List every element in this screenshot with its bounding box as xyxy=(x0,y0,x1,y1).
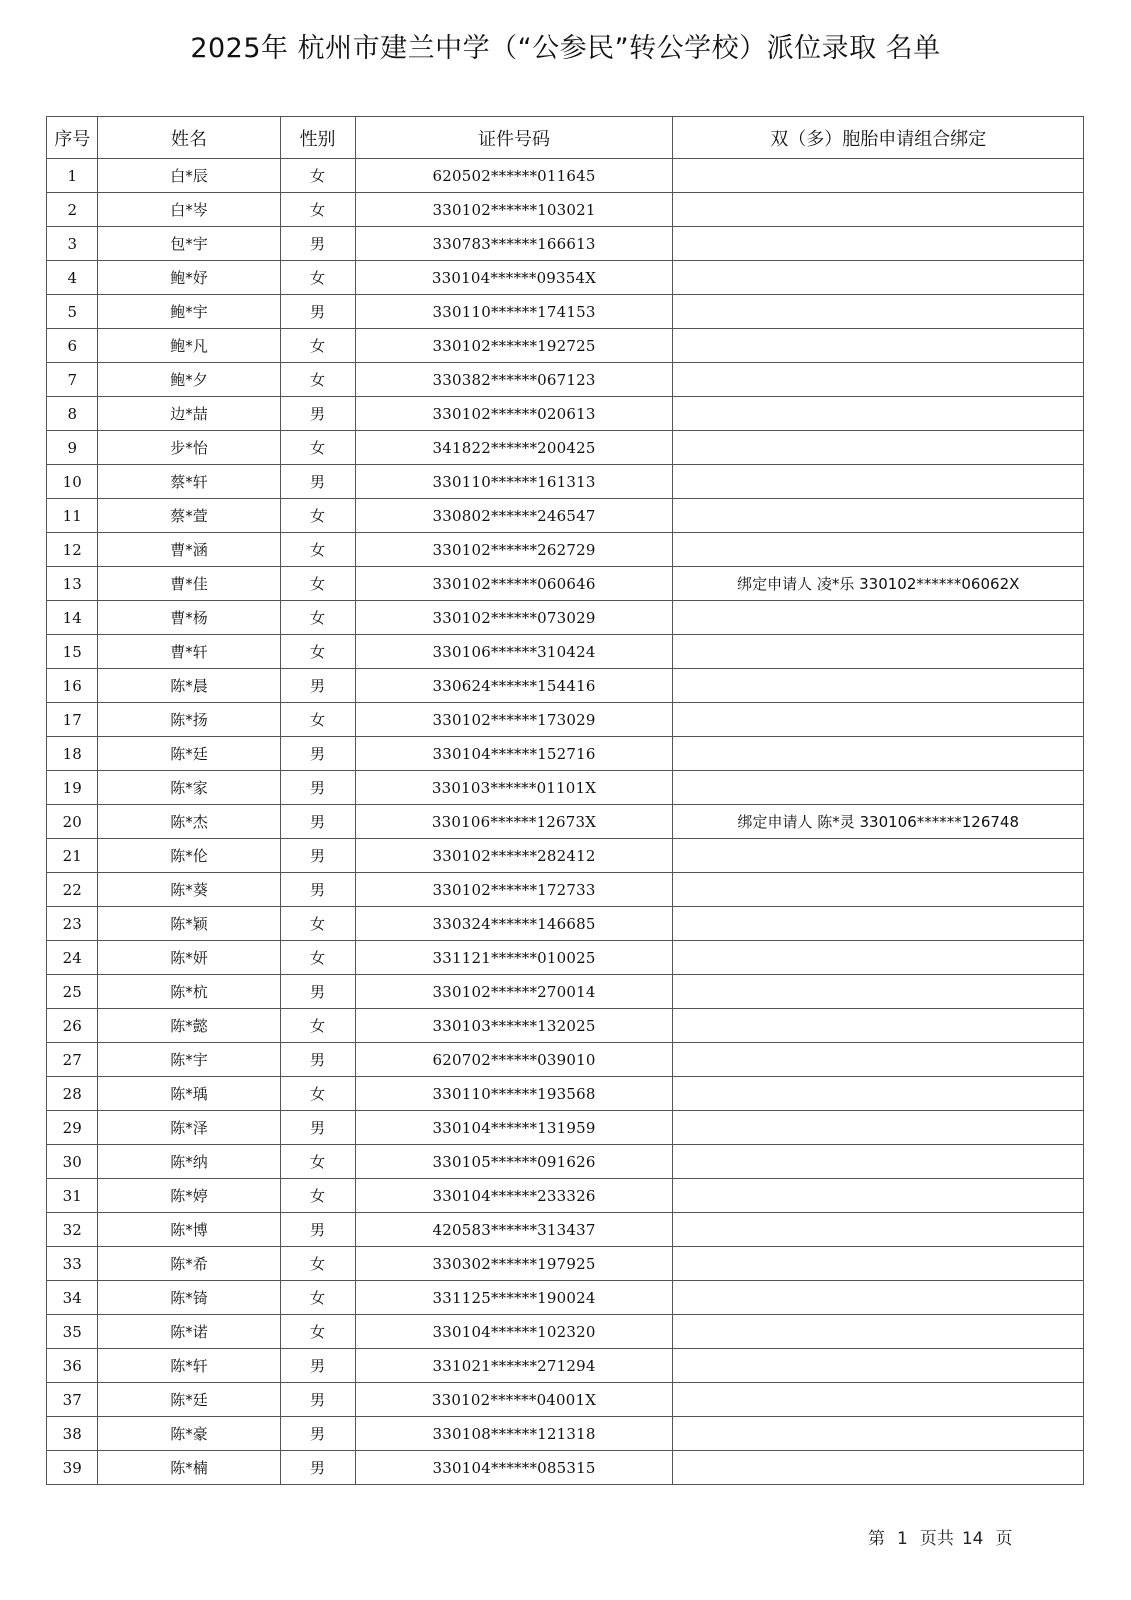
cell-serial: 27 xyxy=(47,1043,98,1077)
cell-twin-binding xyxy=(673,1281,1084,1315)
cell-id-number: 330102******192725 xyxy=(355,329,673,363)
cell-id-number: 330102******103021 xyxy=(355,193,673,227)
cell-twin-binding xyxy=(673,941,1084,975)
cell-id-number: 331125******190024 xyxy=(355,1281,673,1315)
footer-middle: 页共 xyxy=(919,1529,954,1549)
cell-twin-binding xyxy=(673,1145,1084,1179)
cell-gender: 男 xyxy=(280,1111,355,1145)
cell-serial: 28 xyxy=(47,1077,98,1111)
cell-gender: 男 xyxy=(280,1349,355,1383)
cell-name: 陈*杭 xyxy=(98,975,280,1009)
table-row xyxy=(47,1281,1084,1315)
cell-gender: 女 xyxy=(280,363,355,397)
cell-twin-binding xyxy=(673,771,1084,805)
cell-serial: 24 xyxy=(47,941,98,975)
table-row xyxy=(47,805,1084,839)
table-row xyxy=(47,397,1084,431)
cell-twin-binding xyxy=(673,1213,1084,1247)
cell-twin-binding xyxy=(673,499,1084,533)
cell-id-number: 330102******04001X xyxy=(355,1383,673,1417)
table-row xyxy=(47,431,1084,465)
cell-name: 陈*扬 xyxy=(98,703,280,737)
cell-serial: 19 xyxy=(47,771,98,805)
cell-id-number: 330104******233326 xyxy=(355,1179,673,1213)
cell-id-number: 620502******011645 xyxy=(355,159,673,193)
cell-id-number: 330102******060646 xyxy=(355,567,673,601)
cell-serial: 26 xyxy=(47,1009,98,1043)
cell-id-number: 330104******152716 xyxy=(355,737,673,771)
cell-name: 陈*晨 xyxy=(98,669,280,703)
cell-id-number: 330104******131959 xyxy=(355,1111,673,1145)
cell-name: 陈*纳 xyxy=(98,1145,280,1179)
cell-serial: 22 xyxy=(47,873,98,907)
cell-serial: 3 xyxy=(47,227,98,261)
cell-id-number: 330110******193568 xyxy=(355,1077,673,1111)
cell-serial: 8 xyxy=(47,397,98,431)
cell-name: 陈*锜 xyxy=(98,1281,280,1315)
cell-gender: 女 xyxy=(280,1077,355,1111)
cell-id-number: 330106******12673X xyxy=(355,805,673,839)
cell-serial: 4 xyxy=(47,261,98,295)
cell-gender: 男 xyxy=(280,1043,355,1077)
cell-twin-binding xyxy=(673,1179,1084,1213)
cell-name: 陈*宇 xyxy=(98,1043,280,1077)
cell-gender: 女 xyxy=(280,567,355,601)
cell-twin-binding xyxy=(673,669,1084,703)
cell-gender: 女 xyxy=(280,635,355,669)
cell-twin-binding xyxy=(673,907,1084,941)
cell-gender: 男 xyxy=(280,873,355,907)
table-row xyxy=(47,363,1084,397)
footer-page-number: 1 xyxy=(897,1529,908,1549)
cell-serial: 20 xyxy=(47,805,98,839)
cell-id-number: 331021******271294 xyxy=(355,1349,673,1383)
cell-serial: 38 xyxy=(47,1417,98,1451)
table-row xyxy=(47,1145,1084,1179)
cell-gender: 男 xyxy=(280,465,355,499)
cell-twin-binding xyxy=(673,1349,1084,1383)
cell-twin-binding xyxy=(673,159,1084,193)
cell-twin-binding xyxy=(673,1077,1084,1111)
cell-twin-binding xyxy=(673,601,1084,635)
cell-id-number: 330324******146685 xyxy=(355,907,673,941)
table-row xyxy=(47,975,1084,1009)
cell-name: 鲍*凡 xyxy=(98,329,280,363)
cell-name: 曹*杨 xyxy=(98,601,280,635)
cell-id-number: 330624******154416 xyxy=(355,669,673,703)
cell-gender: 女 xyxy=(280,703,355,737)
cell-name: 步*怡 xyxy=(98,431,280,465)
cell-id-number: 330104******085315 xyxy=(355,1451,673,1485)
document-title: 2025年 杭州市建兰中学（“公参民”转公学校）派位录取 名单 xyxy=(190,33,941,64)
table-row xyxy=(47,1213,1084,1247)
cell-gender: 女 xyxy=(280,193,355,227)
cell-id-number: 330783******166613 xyxy=(355,227,673,261)
cell-name: 鲍*宇 xyxy=(98,295,280,329)
cell-name: 陈*廷 xyxy=(98,737,280,771)
cell-serial: 15 xyxy=(47,635,98,669)
cell-gender: 男 xyxy=(280,737,355,771)
cell-id-number: 331121******010025 xyxy=(355,941,673,975)
cell-gender: 女 xyxy=(280,431,355,465)
cell-id-number: 330103******01101X xyxy=(355,771,673,805)
admission-list-table xyxy=(46,116,1084,1485)
cell-name: 陈*希 xyxy=(98,1247,280,1281)
cell-twin-binding xyxy=(673,975,1084,1009)
cell-gender: 男 xyxy=(280,1451,355,1485)
cell-twin-binding: 绑定申请人 陈*灵 330106******126748 xyxy=(673,805,1084,839)
cell-id-number: 330102******073029 xyxy=(355,601,673,635)
cell-twin-binding xyxy=(673,1247,1084,1281)
table-row xyxy=(47,669,1084,703)
table-row xyxy=(47,873,1084,907)
table-row xyxy=(47,1077,1084,1111)
cell-twin-binding xyxy=(673,329,1084,363)
cell-name: 曹*佳 xyxy=(98,567,280,601)
cell-serial: 5 xyxy=(47,295,98,329)
cell-name: 陈*楠 xyxy=(98,1451,280,1485)
table-row xyxy=(47,941,1084,975)
cell-name: 曹*涵 xyxy=(98,533,280,567)
cell-name: 陈*诺 xyxy=(98,1315,280,1349)
cell-twin-binding xyxy=(673,397,1084,431)
cell-gender: 女 xyxy=(280,261,355,295)
cell-serial: 14 xyxy=(47,601,98,635)
cell-gender: 女 xyxy=(280,1315,355,1349)
cell-gender: 女 xyxy=(280,159,355,193)
cell-twin-binding xyxy=(673,703,1084,737)
table-row xyxy=(47,635,1084,669)
table-row xyxy=(47,907,1084,941)
cell-serial: 12 xyxy=(47,533,98,567)
table-row xyxy=(47,1349,1084,1383)
cell-gender: 男 xyxy=(280,771,355,805)
cell-serial: 34 xyxy=(47,1281,98,1315)
cell-gender: 女 xyxy=(280,1009,355,1043)
cell-name: 陈*家 xyxy=(98,771,280,805)
table-row xyxy=(47,771,1084,805)
cell-gender: 男 xyxy=(280,975,355,1009)
cell-serial: 13 xyxy=(47,567,98,601)
cell-gender: 男 xyxy=(280,227,355,261)
cell-gender: 男 xyxy=(280,839,355,873)
cell-name: 陈*杰 xyxy=(98,805,280,839)
cell-serial: 35 xyxy=(47,1315,98,1349)
cell-name: 陈*博 xyxy=(98,1213,280,1247)
table-row xyxy=(47,703,1084,737)
cell-serial: 37 xyxy=(47,1383,98,1417)
cell-id-number: 330102******172733 xyxy=(355,873,673,907)
cell-twin-binding xyxy=(673,1417,1084,1451)
cell-id-number: 330382******067123 xyxy=(355,363,673,397)
cell-name: 陈*颖 xyxy=(98,907,280,941)
footer-prefix: 第 xyxy=(868,1529,885,1549)
cell-serial: 6 xyxy=(47,329,98,363)
cell-gender: 男 xyxy=(280,397,355,431)
cell-name: 白*岑 xyxy=(98,193,280,227)
cell-gender: 男 xyxy=(280,1383,355,1417)
cell-gender: 女 xyxy=(280,329,355,363)
cell-serial: 33 xyxy=(47,1247,98,1281)
cell-id-number: 330110******174153 xyxy=(355,295,673,329)
header-twin-binding: 双（多）胞胎申请组合绑定 xyxy=(673,117,1084,159)
cell-name: 蔡*轩 xyxy=(98,465,280,499)
table-row xyxy=(47,159,1084,193)
cell-gender: 男 xyxy=(280,805,355,839)
header-id-number: 证件号码 xyxy=(355,117,673,159)
table-row xyxy=(47,193,1084,227)
table-row xyxy=(47,227,1084,261)
cell-serial: 1 xyxy=(47,159,98,193)
cell-twin-binding xyxy=(673,635,1084,669)
cell-name: 陈*妍 xyxy=(98,941,280,975)
cell-id-number: 341822******200425 xyxy=(355,431,673,465)
table-row xyxy=(47,295,1084,329)
cell-twin-binding: 绑定申请人 凌*乐 330102******06062X xyxy=(673,567,1084,601)
cell-serial: 11 xyxy=(47,499,98,533)
cell-twin-binding xyxy=(673,193,1084,227)
cell-serial: 10 xyxy=(47,465,98,499)
cell-twin-binding xyxy=(673,295,1084,329)
cell-id-number: 330105******091626 xyxy=(355,1145,673,1179)
cell-twin-binding xyxy=(673,363,1084,397)
cell-id-number: 330104******09354X xyxy=(355,261,673,295)
cell-id-number: 420583******313437 xyxy=(355,1213,673,1247)
cell-name: 陈*葵 xyxy=(98,873,280,907)
cell-gender: 女 xyxy=(280,1145,355,1179)
cell-gender: 女 xyxy=(280,499,355,533)
cell-twin-binding xyxy=(673,227,1084,261)
cell-serial: 30 xyxy=(47,1145,98,1179)
cell-serial: 32 xyxy=(47,1213,98,1247)
cell-name: 陈*瑀 xyxy=(98,1077,280,1111)
cell-name: 陈*廷 xyxy=(98,1383,280,1417)
table-row xyxy=(47,1111,1084,1145)
cell-name: 白*辰 xyxy=(98,159,280,193)
cell-name: 陈*懿 xyxy=(98,1009,280,1043)
cell-serial: 9 xyxy=(47,431,98,465)
cell-name: 陈*婷 xyxy=(98,1179,280,1213)
table-row xyxy=(47,533,1084,567)
table-row xyxy=(47,465,1084,499)
cell-name: 陈*泽 xyxy=(98,1111,280,1145)
cell-id-number: 330110******161313 xyxy=(355,465,673,499)
cell-serial: 36 xyxy=(47,1349,98,1383)
table-row xyxy=(47,601,1084,635)
cell-twin-binding xyxy=(673,431,1084,465)
cell-twin-binding xyxy=(673,1009,1084,1043)
cell-name: 蔡*萱 xyxy=(98,499,280,533)
cell-name: 鲍*夕 xyxy=(98,363,280,397)
table-row xyxy=(47,1315,1084,1349)
cell-twin-binding xyxy=(673,533,1084,567)
cell-gender: 女 xyxy=(280,1179,355,1213)
table-row xyxy=(47,567,1084,601)
cell-twin-binding xyxy=(673,261,1084,295)
table-row xyxy=(47,1417,1084,1451)
cell-gender: 女 xyxy=(280,533,355,567)
cell-gender: 男 xyxy=(280,1213,355,1247)
cell-gender: 女 xyxy=(280,601,355,635)
cell-id-number: 330102******020613 xyxy=(355,397,673,431)
cell-serial: 16 xyxy=(47,669,98,703)
cell-id-number: 330302******197925 xyxy=(355,1247,673,1281)
cell-id-number: 330104******102320 xyxy=(355,1315,673,1349)
cell-serial: 17 xyxy=(47,703,98,737)
cell-name: 陈*伦 xyxy=(98,839,280,873)
cell-gender: 女 xyxy=(280,907,355,941)
cell-gender: 男 xyxy=(280,1417,355,1451)
cell-serial: 2 xyxy=(47,193,98,227)
cell-id-number: 330108******121318 xyxy=(355,1417,673,1451)
cell-serial: 18 xyxy=(47,737,98,771)
cell-twin-binding xyxy=(673,737,1084,771)
cell-serial: 25 xyxy=(47,975,98,1009)
cell-twin-binding xyxy=(673,1451,1084,1485)
cell-name: 陈*豪 xyxy=(98,1417,280,1451)
cell-name: 鲍*妤 xyxy=(98,261,280,295)
cell-gender: 女 xyxy=(280,941,355,975)
table-header-row xyxy=(47,117,1084,159)
cell-name: 包*宇 xyxy=(98,227,280,261)
table-row xyxy=(47,329,1084,363)
header-serial: 序号 xyxy=(47,117,98,159)
cell-twin-binding xyxy=(673,873,1084,907)
cell-name: 陈*轩 xyxy=(98,1349,280,1383)
table-row xyxy=(47,1383,1084,1417)
cell-twin-binding xyxy=(673,839,1084,873)
cell-serial: 29 xyxy=(47,1111,98,1145)
cell-serial: 23 xyxy=(47,907,98,941)
cell-id-number: 330802******246547 xyxy=(355,499,673,533)
table-row xyxy=(47,1451,1084,1485)
page-footer xyxy=(868,1524,1048,1549)
cell-serial: 31 xyxy=(47,1179,98,1213)
cell-twin-binding xyxy=(673,465,1084,499)
cell-gender: 女 xyxy=(280,1247,355,1281)
cell-serial: 7 xyxy=(47,363,98,397)
cell-twin-binding xyxy=(673,1383,1084,1417)
cell-id-number: 620702******039010 xyxy=(355,1043,673,1077)
table-row xyxy=(47,1247,1084,1281)
cell-name: 曹*轩 xyxy=(98,635,280,669)
table-row xyxy=(47,737,1084,771)
table-row xyxy=(47,1179,1084,1213)
cell-id-number: 330103******132025 xyxy=(355,1009,673,1043)
table-row xyxy=(47,839,1084,873)
cell-id-number: 330102******282412 xyxy=(355,839,673,873)
cell-twin-binding xyxy=(673,1111,1084,1145)
table-row xyxy=(47,1043,1084,1077)
table-row xyxy=(47,499,1084,533)
table-body xyxy=(47,159,1084,1485)
cell-id-number: 330102******270014 xyxy=(355,975,673,1009)
header-name: 姓名 xyxy=(98,117,280,159)
cell-name: 边*喆 xyxy=(98,397,280,431)
header-gender: 性别 xyxy=(280,117,355,159)
table-row xyxy=(47,261,1084,295)
cell-gender: 男 xyxy=(280,295,355,329)
cell-gender: 男 xyxy=(280,669,355,703)
cell-id-number: 330102******173029 xyxy=(355,703,673,737)
cell-serial: 21 xyxy=(47,839,98,873)
footer-suffix: 页 xyxy=(995,1529,1013,1549)
cell-id-number: 330102******262729 xyxy=(355,533,673,567)
cell-gender: 女 xyxy=(280,1281,355,1315)
table-row xyxy=(47,1009,1084,1043)
cell-twin-binding xyxy=(673,1315,1084,1349)
cell-id-number: 330106******310424 xyxy=(355,635,673,669)
footer-total-pages: 14 xyxy=(961,1529,984,1549)
cell-twin-binding xyxy=(673,1043,1084,1077)
cell-serial: 39 xyxy=(47,1451,98,1485)
